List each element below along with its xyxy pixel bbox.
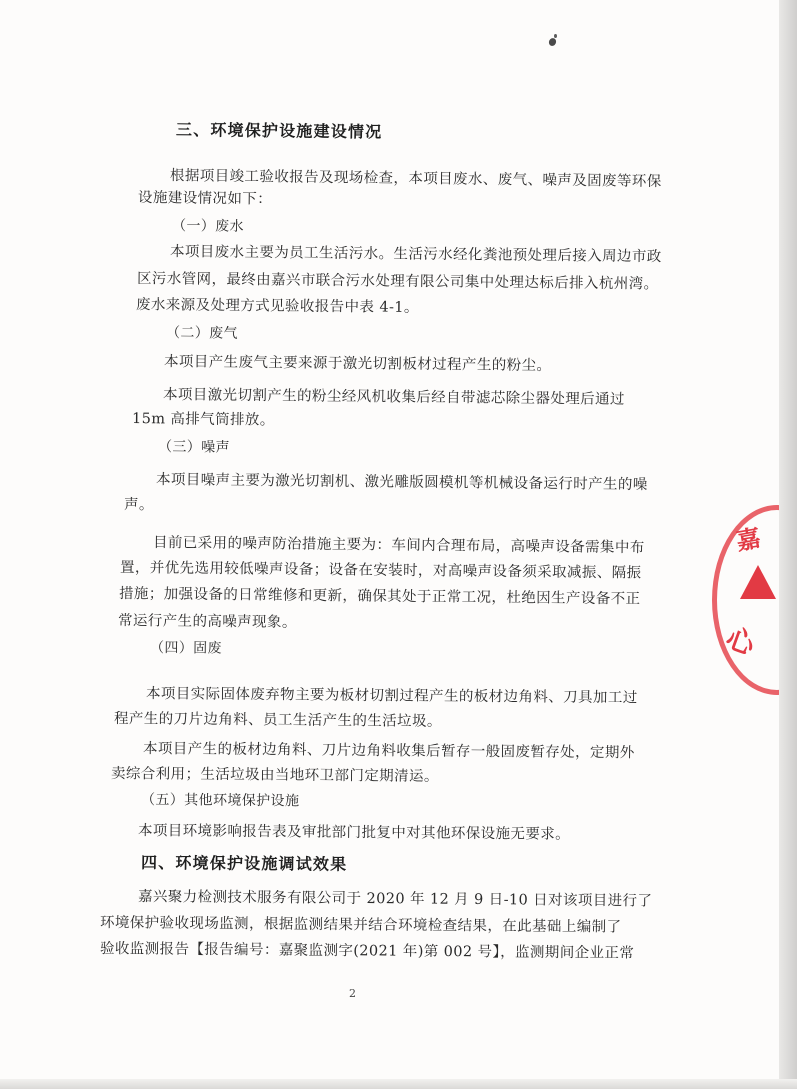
seal-char: 嘉 (734, 524, 763, 556)
noise-line: 置，并优先选用较低噪声设备；设备在安装时，对高噪声设备须采取减振、隔振 (119, 560, 642, 582)
wastewater-line: 废水来源及处理方式见验收报告中表 4-1。 (135, 297, 419, 316)
page-number: 2 (349, 987, 356, 1000)
noise-heading: （三）噪声 (157, 439, 231, 456)
scan-edge (0, 1079, 797, 1089)
exhaust-line: 本项目激光切割产生的粉尘经风机收集后经自带滤芯除尘器处理后通过 (162, 387, 625, 408)
scan-speck (554, 34, 557, 38)
solid-waste-heading: （四）固废 (149, 640, 223, 657)
section3-heading: 三、环境保护设施建设情况 (175, 120, 383, 142)
seal-char: 心 (721, 621, 760, 662)
scan-edge (779, 0, 797, 1089)
seal-star-icon (740, 565, 776, 599)
noise-line: 常运行产生的高噪声现象。 (117, 613, 297, 631)
wastewater-heading: （一）废水 (171, 218, 245, 235)
noise-line: 声。 (123, 497, 154, 514)
exhaust-line: 15m 高排气筒排放。 (131, 411, 275, 429)
solid-waste-line: 程产生的刀片边角料、员工生活产生的生活垃圾。 (113, 711, 442, 730)
solid-waste-line: 本项目实际固体废弃物主要为板材切割过程产生的板材边角料、刀具加工过 (145, 686, 638, 707)
other-facilities-line: 本项目环境影响报告表及审批部门批复中对其他环保设施无要求。 (137, 823, 571, 843)
exhaust-line: 本项目产生废气主要来源于激光切割板材过程产生的粉尘。 (163, 354, 552, 375)
noise-line: 目前已采用的噪声防治措施主要为：车间内合理布局，高噪声设备需集中布 (152, 535, 645, 557)
noise-line: 措施；加强设备的日常维修和更新，确保其处于正常工况，杜绝因生产设备不正 (118, 586, 641, 608)
intro-line: 根据项目竣工验收报告及现场检查，本项目废水、废气、噪声及固废等环保 (169, 168, 662, 191)
wastewater-line: 区污水管网，最终由嘉兴市联合污水处理有限公司集中处理达标后排入杭州湾。 (136, 271, 659, 293)
solid-waste-line: 卖综合利用；生活垃圾由当地环卫部门定期清运。 (110, 766, 439, 785)
test-line: 验收监测报告【报告编号：嘉聚监测字(2021 年)第 002 号】，监测期间企业正常 (99, 941, 635, 962)
noise-line: 本项目噪声主要为激光切割机、激光雕版圆模机等机械设备运行时产生的噪 (155, 472, 648, 494)
exhaust-heading: （二）废气 (165, 325, 239, 342)
test-line: 嘉兴聚力检测技术服务有限公司于 2020 年 12 月 9 日-10 日对该项目进行了 (137, 889, 653, 910)
other-facilities-heading: （五）其他环境保护设施 (140, 792, 300, 810)
test-line: 环境保护验收现场监测，根据监测结果并结合环境检查结果，在此基础上编制了 (99, 915, 622, 936)
solid-waste-line: 本项目产生的板材边角料、刀片边角料收集后暂存一般固废暂存处，定期外 (142, 741, 635, 762)
wastewater-line: 本项目废水主要为员工生活污水。生活污水经化粪池预处理后接入周边市政 (169, 244, 662, 266)
scan-speck (548, 37, 558, 47)
intro-line: 设施建设情况如下： (137, 190, 273, 208)
section4-heading: 四、环境保护设施调试效果 (140, 853, 348, 874)
